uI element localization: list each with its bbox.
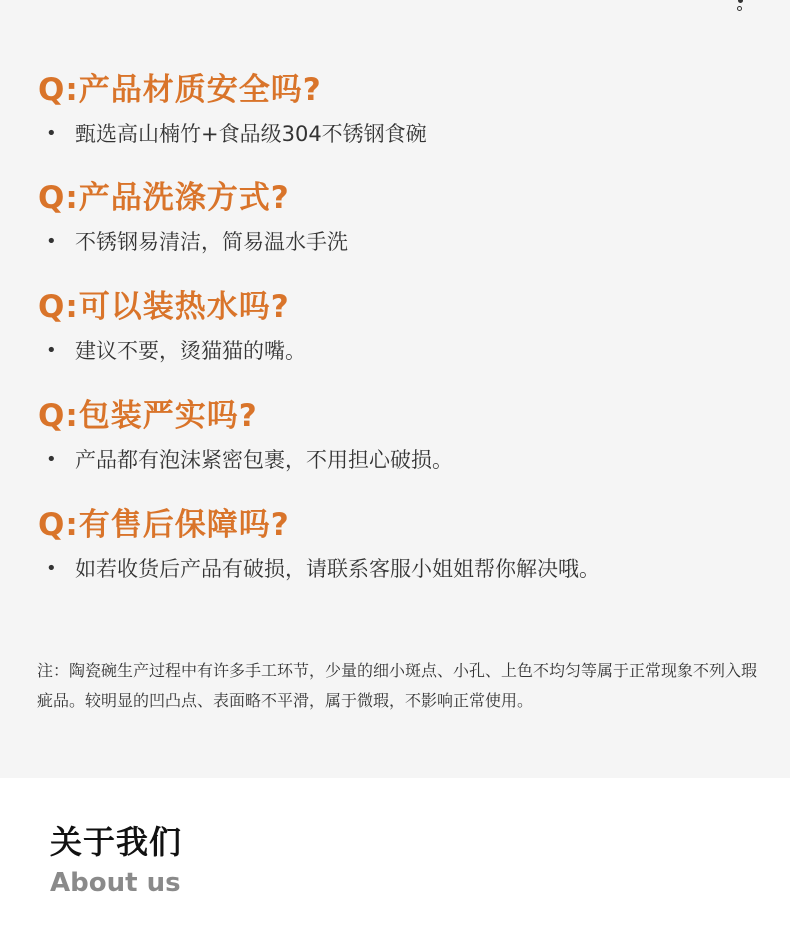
faq-item — [38, 178, 758, 258]
faq-question: Q:可以装热水吗? — [38, 289, 290, 325]
bullet-icon: • — [46, 123, 57, 144]
faq-answer — [38, 444, 758, 476]
faq-question: Q:包装严实吗? — [38, 398, 258, 434]
faq-item — [38, 396, 758, 476]
faq-answer — [38, 553, 758, 585]
about-subtitle: About us — [50, 868, 181, 898]
faq-answer-text: 产品都有泡沫紧密包裹，不用担心破损。 — [75, 448, 453, 472]
bullet-icon: • — [46, 449, 57, 470]
faq-answer-text: 甄选高山楠竹+食品级304不锈钢食碗 — [75, 122, 427, 146]
faq-item — [38, 70, 758, 150]
bullet-icon: • — [46, 340, 57, 361]
care-note: 注：陶瓷碗生产过程中有许多手工环节，少量的细小斑点、小孔、上色不均匀等属于正常现象不列入瑕疵品。较明显的凹凸点、表面略不平滑，属于微瑕，不影响正常使用。 — [37, 661, 758, 710]
faq-answer — [38, 226, 758, 258]
faq-question: Q:产品材质安全吗? — [38, 72, 322, 108]
about-section — [50, 820, 182, 900]
faq-answer-text: 不锈钢易清洁，简易温水手洗 — [75, 230, 348, 254]
faq-answer-text: 如若收货后产品有破损，请联系客服小姐姐帮你解决哦。 — [75, 557, 600, 581]
dot-filled — [738, 0, 743, 3]
dot-ring — [737, 6, 742, 11]
bullet-icon: • — [46, 558, 57, 579]
faq-question: Q:产品洗涤方式? — [38, 180, 290, 216]
about-title: 关于我们 — [50, 823, 183, 861]
bullet-icon: • — [46, 231, 57, 252]
faq-question: Q:有售后保障吗? — [38, 507, 290, 543]
faq-item — [38, 287, 758, 367]
faq-item — [38, 505, 758, 585]
faq-answer — [38, 118, 758, 150]
faq-answer — [38, 335, 758, 367]
more-dots-icon — [736, 0, 746, 16]
faq-answer-text: 建议不要，烫猫猫的嘴。 — [75, 339, 306, 363]
